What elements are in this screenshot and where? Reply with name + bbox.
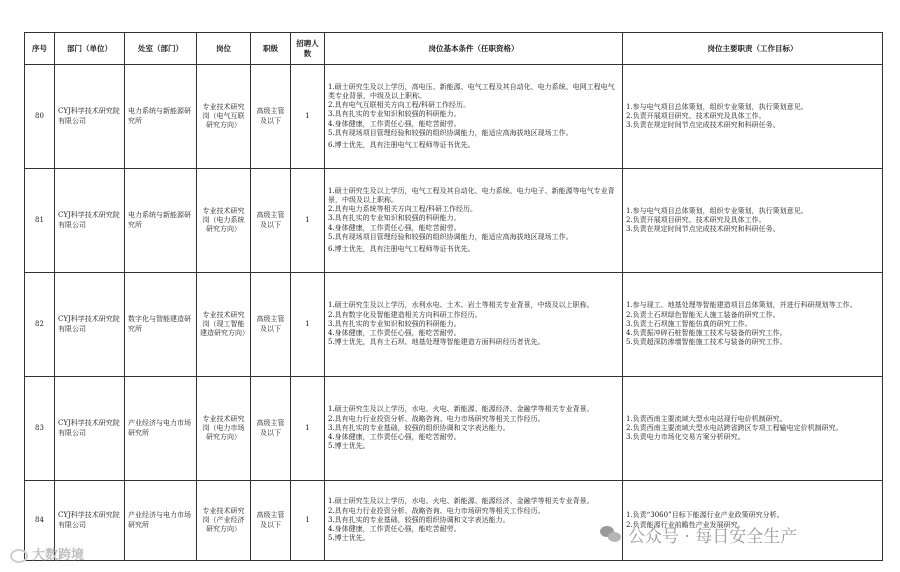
table-header-row	[25, 33, 883, 65]
cell-requirements	[325, 481, 623, 561]
cell-level: 高级主管及以下	[251, 65, 291, 169]
requirement-item: 5.博士优先。	[328, 442, 370, 451]
cell-post: 专业技术研究岗（电气互联研究方向）	[197, 65, 251, 169]
requirement-item: 3.具有扎实的专业基础，较强的组织协调和文字表达能力。	[328, 515, 510, 524]
requirement-item: 4.身体健康，工作责任心强，能吃苦耐劳。	[328, 119, 461, 128]
cell-no: 83	[25, 377, 55, 481]
cell-count: 1	[291, 481, 325, 561]
cell-dept: CYJ科学技术研究院有限公司	[55, 169, 125, 273]
cell-level: 高级主管及以下	[251, 169, 291, 273]
cell-duties	[623, 65, 883, 169]
cell-count: 1	[291, 169, 325, 273]
recruitment-table	[24, 32, 883, 561]
table-row	[25, 481, 883, 561]
header-reqs: 岗位基本条件（任职资格）	[325, 33, 623, 65]
requirement-item: 4.身体健康，工作责任心强，能吃苦耐劳。	[328, 525, 461, 534]
requirement-item: 3.具有扎实的专业知识和较强的科研能力。	[328, 214, 461, 223]
cell-dept: CYJ科学技术研究院有限公司	[55, 377, 125, 481]
cell-dept: CYJ科学技术研究院有限公司	[55, 481, 125, 561]
cell-dept: CYJ科学技术研究院有限公司	[55, 273, 125, 377]
cell-post: 专业技术研究岗（产业经济研究方向）	[197, 481, 251, 561]
cell-post: 专业技术研究岗（电力市场研究方向）	[197, 377, 251, 481]
cell-requirements	[325, 65, 623, 169]
duty-item: 4.负责振冲碎石桩智能施工技术与装备的研究工作。	[626, 329, 787, 338]
header-no: 序号	[25, 33, 55, 65]
cell-office: 产业经济与电力市场研究所	[125, 377, 197, 481]
requirement-item: 1.硕士研究生及以上学历，高电压、新能源、电气工程及其自动化、电力系统、电网工程电气类专业背景，中级及以上职称。	[328, 82, 615, 100]
duty-item: 3.负责土石坝施工智能仿真的研究工作。	[626, 319, 752, 328]
requirement-item: 5.博士优先，具有土石坝、地基处理等智能建造方面科研经历者优先。	[328, 338, 545, 347]
duty-item: 2.负责能源行业前瞻性产业发展研究。	[626, 520, 745, 529]
cell-office: 电力系统与新能源研究所	[125, 65, 197, 169]
header-count: 招聘人数	[291, 33, 325, 65]
requirement-item: 4.身体健康，工作责任心强，能吃苦耐劳。	[328, 329, 461, 338]
requirement-item: 6.博士优先，具有注册电气工程师等证书优先。	[328, 141, 475, 149]
cell-post: 专业技术研究岗（现工智能建造研究方向）	[197, 273, 251, 377]
duty-item: 3.负责电力市场化交易方案分析研究。	[626, 433, 745, 442]
duty-item: 2.负责土石坝绿色智能无人施工装备的研究工作。	[626, 310, 780, 319]
cell-dept: CYJ科学技术研究院有限公司	[55, 65, 125, 169]
header-duties: 岗位主要职责（工作目标）	[623, 33, 883, 65]
cell-duties	[623, 273, 883, 377]
requirement-item: 2.具有电气互联相关方向工程/科研工作经历。	[328, 101, 471, 110]
cell-office: 产业经济与电力市场研究所	[125, 481, 197, 561]
cell-requirements	[325, 273, 623, 377]
cell-level: 高级主管及以下	[251, 273, 291, 377]
duty-item: 1.参与现工、地基处理等智能建造项目总体策划，并进行科研规划等工作。	[626, 301, 857, 310]
duty-item: 2.负责西南主要流域大型水电站跨省跨区专项工程输电定价机制研究。	[626, 423, 843, 432]
cell-level: 高级主管及以下	[251, 481, 291, 561]
cell-duties	[623, 377, 883, 481]
cell-duties	[623, 169, 883, 273]
table-row	[25, 65, 883, 169]
watermark-right: 公众号 · 每日安全生产	[600, 522, 797, 547]
requirement-item: 2.具有电力行业投资分析、战略咨询、电力市场研究等相关工作经历。	[328, 506, 545, 515]
header-office: 处室（部门）	[125, 33, 197, 65]
requirement-item: 1.硕士研究生及以上学历，水电、火电、新能源、能源经济、金融学等相关专业背景。	[328, 497, 594, 506]
cell-no: 82	[25, 273, 55, 377]
duty-item: 1.参与电气项目总体策划，组织专业策划，执行策划意见。	[626, 206, 808, 215]
requirement-item: 5.博士优先。	[328, 534, 370, 543]
header-post: 岗位	[197, 33, 251, 65]
header-level: 职级	[251, 33, 291, 65]
weibo-icon	[10, 549, 28, 563]
requirement-item: 5.具有现场项目管理经验和较强的组织协调能力，能适应高海拔地区现场工作。	[328, 128, 573, 137]
duty-item: 1.负责西南主要流域大型水电站现行电价机制研究。	[626, 414, 787, 423]
requirement-item: 1.硕士研究生及以上学历，水电、火电、新能源、能源经济、金融学等相关专业背景。	[328, 405, 594, 414]
duty-item: 3.负责在规定时间节点完成技术研究和科研任务。	[626, 225, 780, 234]
cell-office: 数字化与智能建造研究所	[125, 273, 197, 377]
cell-office: 电力系统与新能源研究所	[125, 169, 197, 273]
requirement-item: 4.身体健康，工作责任心强，能吃苦耐劳。	[328, 223, 461, 232]
cell-requirements	[325, 377, 623, 481]
duty-item: 1.负责“3060”目标下能源行业产业政策研究分析。	[626, 511, 784, 520]
table-row	[25, 169, 883, 273]
header-dept: 部门（单位）	[55, 33, 125, 65]
duty-item: 2.负责开展项目研究、技术研究及具体工作。	[626, 215, 766, 224]
cell-post: 专业技术研究岗（电力系统研究方向）	[197, 169, 251, 273]
requirement-item: 3.具有扎实的专业知识和较强的科研能力。	[328, 319, 461, 328]
duty-item: 3.负责在规定时间节点完成技术研究和科研任务。	[626, 121, 780, 130]
requirement-item: 4.身体健康，工作责任心强，能吃苦耐劳。	[328, 433, 461, 442]
cell-level: 高级主管及以下	[251, 377, 291, 481]
requirement-item: 1.硕士研究生及以上学历，水利水电、土木、岩土等相关专业背景，中级及以上职称。	[328, 301, 594, 310]
duty-item: 1.参与电气项目总体策划，组织专业策划，执行策划意见。	[626, 102, 808, 111]
cell-duties	[623, 481, 883, 561]
requirement-item: 1.硕士研究生及以上学历，电气工程及其自动化、电力系统、电力电子、新能源等电气专业背景，中级及以上职称。	[328, 186, 615, 204]
requirement-item: 2.具有电力行业投资分析、战略咨询、电力市场研究等相关工作经历。	[328, 414, 545, 423]
cell-no: 84	[25, 481, 55, 561]
table-row	[25, 377, 883, 481]
cell-count: 1	[291, 377, 325, 481]
requirement-item: 5.具有现场项目管理经验和较强的组织协调能力，能适应高海拔地区现场工作。	[328, 232, 573, 241]
cell-no: 80	[25, 65, 55, 169]
duty-item: 5.负责超深防渗墙智能施工技术与装备的研究工作。	[626, 338, 787, 347]
cell-count: 1	[291, 273, 325, 377]
requirement-item: 3.具有扎实的专业基础，较强的组织协调和文字表达能力。	[328, 423, 510, 432]
requirement-item: 2.具有数字化及智能建造相关方向科研工作经历。	[328, 310, 482, 319]
wechat-icon	[600, 526, 622, 544]
requirement-item: 2.具有电力系统等相关方向工程/科研工作经历。	[328, 205, 478, 214]
cell-requirements	[325, 169, 623, 273]
table-row	[25, 273, 883, 377]
duty-item: 2.负责开展项目研究、技术研究及具体工作。	[626, 111, 766, 120]
cell-count: 1	[291, 65, 325, 169]
requirement-item: 6.博士优先，具有注册电气工程师等证书优先。	[328, 245, 475, 253]
requirement-item: 3.具有扎实的专业知识和较强的科研能力。	[328, 110, 461, 119]
watermark-left: 大数跨境	[10, 544, 84, 563]
cell-no: 81	[25, 169, 55, 273]
